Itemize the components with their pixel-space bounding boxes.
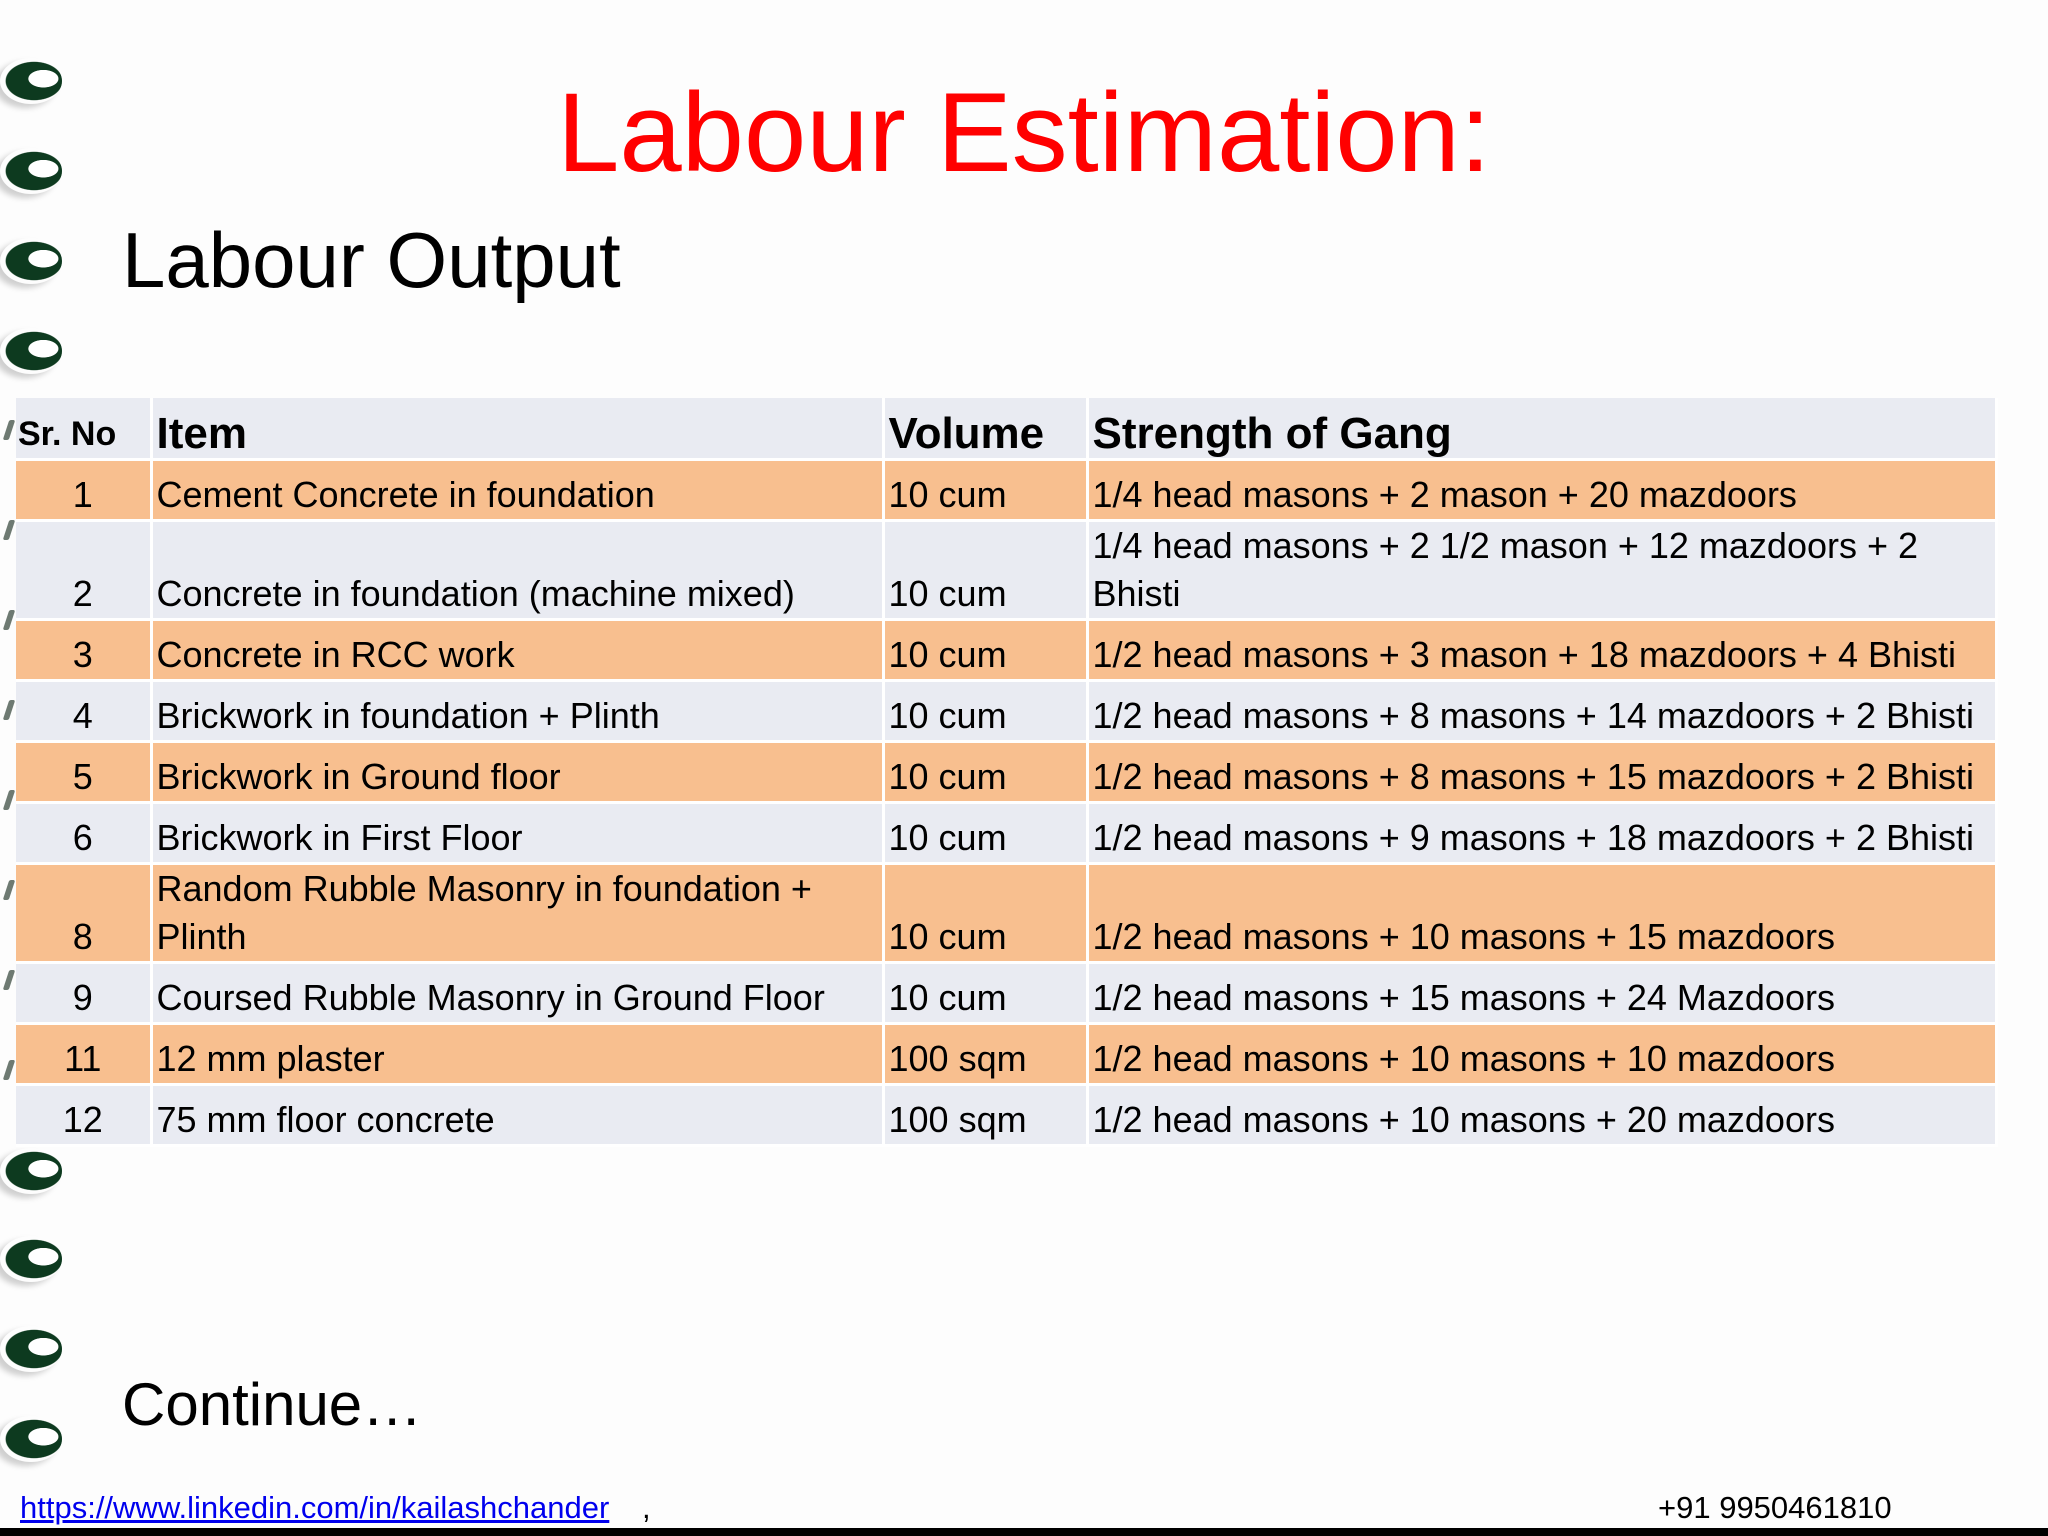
header-sr-no: Sr. No [16, 398, 151, 460]
cell-item: Cement Concrete in foundation [151, 460, 883, 521]
cell-gang: 1/4 head masons + 2 mason + 20 mazdoors [1087, 460, 1996, 521]
cell-item: Concrete in foundation (machine mixed) [151, 521, 883, 620]
table-row [16, 1085, 1996, 1146]
cell-gang: 1/2 head masons + 8 masons + 14 mazdoors + 2 Bhisti [1087, 681, 1996, 742]
binding-ring-icon [0, 1236, 62, 1282]
cell-sr-no: 1 [16, 460, 151, 521]
binding-wire-icon [3, 420, 15, 440]
labour-output-table [16, 398, 1998, 1147]
cell-sr-no: 11 [16, 1024, 151, 1085]
slide-title: Labour Estimation: [557, 70, 1491, 195]
cell-sr-no: 6 [16, 803, 151, 864]
cell-sr-no: 4 [16, 681, 151, 742]
table-row [16, 681, 1996, 742]
binding-ring-icon [0, 1148, 62, 1194]
cell-gang: 1/2 head masons + 10 masons + 20 mazdoors [1087, 1085, 1996, 1146]
binding-wire-icon [3, 790, 15, 810]
cell-sr-no: 2 [16, 521, 151, 620]
cell-sr-no: 12 [16, 1085, 151, 1146]
cell-gang: 1/2 head masons + 10 masons + 15 mazdoors [1087, 864, 1996, 963]
cell-gang: 1/2 head masons + 15 masons + 24 Mazdoors [1087, 963, 1996, 1024]
table-row [16, 742, 1996, 803]
header-strength-of-gang: Strength of Gang [1087, 398, 1996, 460]
cell-item: 12 mm plaster [151, 1024, 883, 1085]
table-row [16, 803, 1996, 864]
binding-wire-icon [3, 700, 15, 720]
cell-gang: 1/2 head masons + 9 masons + 18 mazdoors + 2 Bhisti [1087, 803, 1996, 864]
header-volume: Volume [883, 398, 1087, 460]
cell-sr-no: 5 [16, 742, 151, 803]
binding-ring-icon [0, 328, 62, 374]
cell-volume: 10 cum [883, 742, 1087, 803]
cell-volume: 10 cum [883, 681, 1087, 742]
cell-item: Brickwork in Ground floor [151, 742, 883, 803]
cell-gang: 1/2 head masons + 10 masons + 10 mazdoors [1087, 1024, 1996, 1085]
cell-volume: 10 cum [883, 521, 1087, 620]
cell-sr-no: 3 [16, 620, 151, 681]
cell-volume: 10 cum [883, 620, 1087, 681]
binding-ring-icon [0, 1326, 62, 1372]
phone-number: +91 9950461810 [1658, 1490, 1892, 1525]
cell-volume: 10 cum [883, 803, 1087, 864]
footer-comma: , [642, 1490, 651, 1525]
cell-item: Brickwork in First Floor [151, 803, 883, 864]
cell-volume: 10 cum [883, 460, 1087, 521]
binding-wire-icon [3, 970, 15, 990]
linkedin-link[interactable]: https://www.linkedin.com/in/kailashchander [20, 1490, 610, 1525]
binding-wire-icon [3, 1060, 15, 1080]
cell-volume: 100 sqm [883, 1024, 1087, 1085]
cell-gang: 1/2 head masons + 8 masons + 15 mazdoors + 2 Bhisti [1087, 742, 1996, 803]
binding-ring-icon [0, 238, 62, 284]
binding-wire-icon [3, 520, 15, 540]
slide-subtitle: Labour Output [122, 216, 621, 304]
cell-sr-no: 8 [16, 864, 151, 963]
cell-volume: 100 sqm [883, 1085, 1087, 1146]
table-row [16, 521, 1996, 620]
bottom-divider [0, 1528, 2048, 1536]
cell-item: Random Rubble Masonry in foundation + Plinth [151, 864, 883, 963]
cell-item: 75 mm floor concrete [151, 1085, 883, 1146]
cell-volume: 10 cum [883, 864, 1087, 963]
cell-gang: 1/2 head masons + 3 mason + 18 mazdoors + 4 Bhisti [1087, 620, 1996, 681]
header-item: Item [151, 398, 883, 460]
cell-item: Coursed Rubble Masonry in Ground Floor [151, 963, 883, 1024]
cell-item: Concrete in RCC work [151, 620, 883, 681]
binding-wire-icon [3, 610, 15, 630]
table-row [16, 460, 1996, 521]
cell-sr-no: 9 [16, 963, 151, 1024]
table-row [16, 1024, 1996, 1085]
table-row [16, 864, 1996, 963]
table-row [16, 963, 1996, 1024]
cell-item: Brickwork in foundation + Plinth [151, 681, 883, 742]
table-header-row [16, 398, 1996, 460]
binding-ring-icon [0, 1416, 62, 1462]
binding-wire-icon [3, 880, 15, 900]
continue-label: Continue… [122, 1371, 423, 1438]
table-row [16, 620, 1996, 681]
cell-volume: 10 cum [883, 963, 1087, 1024]
cell-gang: 1/4 head masons + 2 1/2 mason + 12 mazdoors + 2 Bhisti [1087, 521, 1996, 620]
